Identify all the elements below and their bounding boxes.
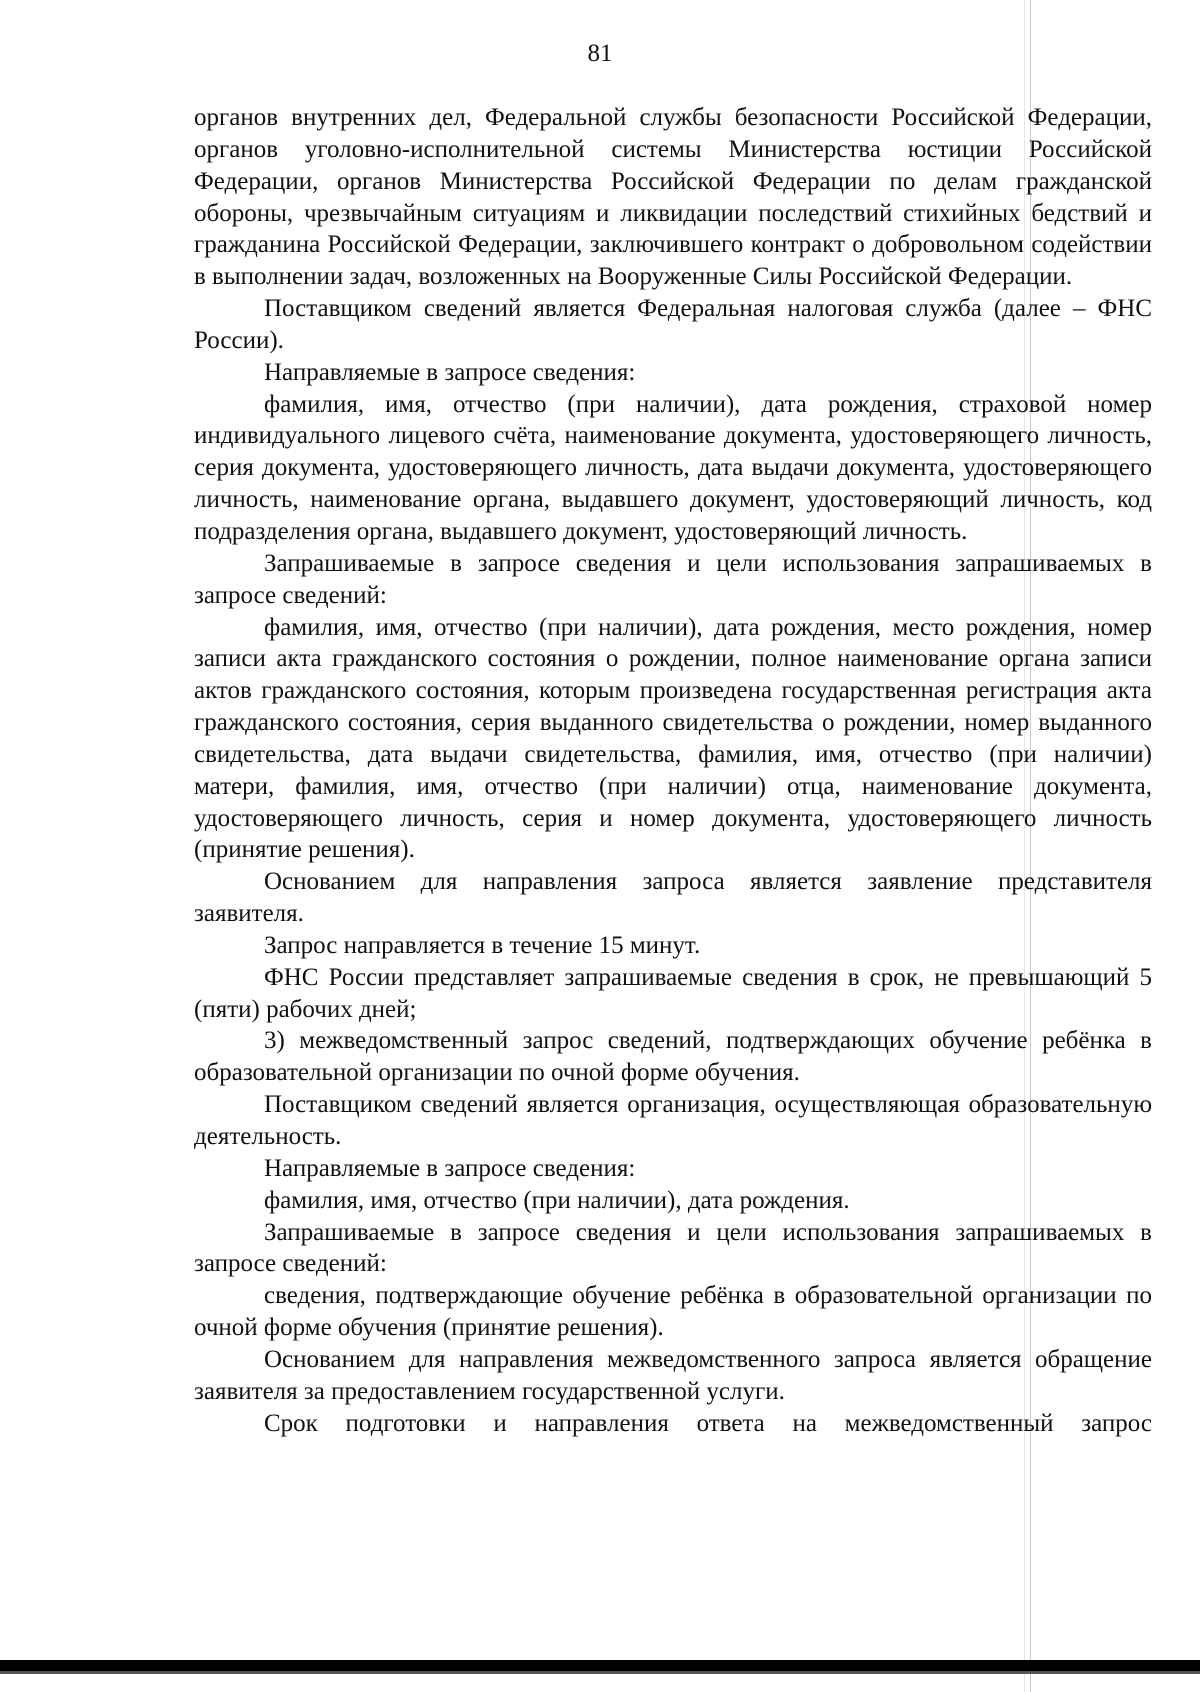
document-body <box>194 102 1152 1439</box>
paragraph-list-item: 3) межведомственный запрос сведений, подтверждающих обучение ребёнка в образовательной организации по очной форме обучения. <box>194 1027 1152 1087</box>
paragraph: Запрос направляется в течение 15 минут. <box>264 931 701 959</box>
paragraph: ФНС России представляет запрашиваемые сведения в срок, не превышающий 5 (пяти) рабочих дней; <box>194 963 1152 1023</box>
paragraph: фамилия, имя, отчество (при наличии), дата рождения, место рождения, номер записи акта гражданского состояния о рождении, полное наименование органа записи актов гражданского состояния, которым произведена государственная регистрация акта гражданского состояния, серия выданного свидетельства о рождении, номер выданного свидетельства, дата выдачи свидетельства, фамилия, имя, отчество (при наличии) матери, фамилия, имя, отчество (при наличии) отца, наименование документа, удостоверяющего личность, серия и номер документа, удостоверяющего личность (принятие решения). <box>194 613 1152 864</box>
paragraph: фамилия, имя, отчество (при наличии), дата рождения. <box>264 1186 850 1214</box>
paragraph: Запрашиваемые в запросе сведения и цели использования запрашиваемых в запросе сведений: <box>194 1218 1152 1278</box>
paragraph: Основанием для направления межведомственного запроса является обращение заявителя за предоставлением государственной услуги. <box>194 1345 1152 1405</box>
scan-bottom-border <box>0 1660 1200 1671</box>
paragraph: Основанием для направления запроса является заявление представителя заявителя. <box>194 868 1152 928</box>
paragraph: Запрашиваемые в запросе сведения и цели использования запрашиваемых в запросе сведений: <box>194 549 1152 609</box>
paragraph: Поставщиком сведений является организация, осуществляющая образовательную деятельность. <box>194 1091 1152 1150</box>
scan-bottom-border-edge <box>0 1671 1200 1674</box>
paragraph-continues: Срок подготовки и направления ответа на межведомственный запрос <box>264 1409 1152 1437</box>
paragraph: Направляемые в запросе сведения: <box>264 358 636 386</box>
paragraph: фамилия, имя, отчество (при наличии), дата рождения, страховой номер индивидуального лицевого счёта, наименование документа, удостоверяющего личность, серия документа, удостоверяющего личность, дата выдачи документа, удостоверяющего личность, наименование органа, выдавшего документ, удостоверяющий личность, код подразделения органа, выдавшего документ, удостоверяющий личность. <box>194 390 1152 545</box>
paragraph: сведения, подтверждающие обучение ребёнка в образовательной организации по очной форме обучения (принятие решения). <box>194 1282 1152 1342</box>
paragraph: Направляемые в запросе сведения: <box>264 1154 636 1182</box>
paragraph-continuation: органов внутренних дел, Федеральной службы безопасности Российской Федерации, органов уголовно-исполнительной системы Министерства юстиции Российской Федерации, органов Министерства Российской Федерации по делам гражданской обороны, чрезвычайным ситуациям и ликвидации последствий стихийных бедствий и гражданина Российской Федерации, заключившего контракт о добровольном содействии в выполнении задач, возложенных на Вооруженные Силы Российской Федерации. <box>194 104 1152 291</box>
paragraph: Поставщиком сведений является Федеральная налоговая служба (далее – ФНС России). <box>194 295 1152 354</box>
page-number: 81 <box>587 40 613 67</box>
